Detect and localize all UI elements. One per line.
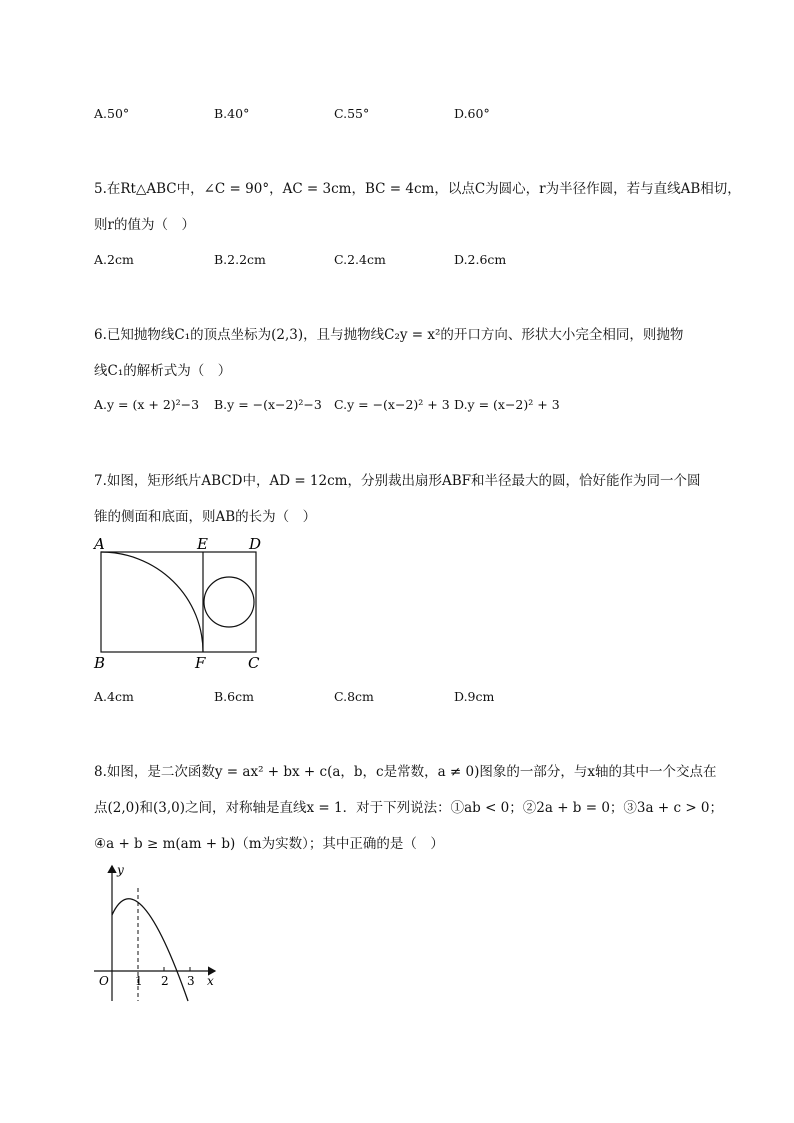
q7-option-b[interactable]: B.6cm [214, 689, 254, 704]
sector-arc-abf [101, 552, 203, 652]
q6-option-c[interactable]: C.y = −(x−2)² + 3 [334, 397, 450, 412]
inscribed-circle [204, 577, 254, 627]
q6-option-b[interactable]: B.y = −(x−2)²−3 [214, 397, 322, 412]
q8-stem-line1: 8.如图，是二次函数y = ax² + bx + c(a，b，c是常数，a ≠ 0)图象的一部分，与x轴的其中一个交点在 [94, 764, 717, 780]
q8-parabola-figure [90, 858, 230, 1008]
label-o: O [99, 974, 109, 988]
q7-option-d[interactable]: D.9cm [454, 689, 495, 704]
label-x: x [207, 974, 214, 988]
q6-option-d[interactable]: D.y = (x−2)² + 3 [454, 397, 560, 412]
q4-option-b[interactable]: B.40° [214, 106, 250, 121]
q6-stem-line2: 线C₁的解析式为（ ） [94, 363, 232, 379]
label-d: D [249, 535, 262, 553]
q7-rectangle-figure [90, 530, 280, 675]
label-a: A [94, 535, 105, 553]
q4-option-a[interactable]: A.50° [94, 106, 130, 121]
q5-option-a[interactable]: A.2cm [94, 252, 134, 267]
q7-stem-line2: 锥的侧面和底面，则AB的长为（ ） [94, 509, 317, 525]
q5-option-d[interactable]: D.2.6cm [454, 252, 507, 267]
q7-options [94, 689, 574, 704]
label-2: 2 [161, 974, 169, 988]
q6-options [94, 397, 574, 412]
label-y: y [117, 863, 124, 877]
q4-option-c[interactable]: C.55° [334, 106, 370, 121]
q8-stem-line2: 点(2,0)和(3,0)之间，对称轴是直线x = 1．对于下列说法：①ab < 0；②2a + b = 0；③3a + c > 0； [94, 800, 724, 816]
q4-option-d[interactable]: D.60° [454, 106, 490, 121]
parabola-curve [112, 899, 188, 1001]
label-1: 1 [135, 974, 143, 988]
q6-option-a[interactable]: A.y = (x + 2)²−3 [94, 397, 200, 412]
q5-options [94, 252, 574, 267]
q4-options [94, 106, 574, 121]
label-f: F [195, 654, 206, 672]
label-3: 3 [187, 974, 195, 988]
label-c: C [248, 654, 260, 672]
q7-option-a[interactable]: A.4cm [94, 689, 134, 704]
q8-stem-line3: ④a + b ≥ m(am + b)（m为实数）；其中正确的是（ ） [94, 836, 444, 852]
rectangle-abcd [101, 552, 256, 652]
q5-option-b[interactable]: B.2.2cm [214, 252, 266, 267]
q6-stem-line1: 6.已知抛物线C₁的顶点坐标为(2,3)，且与抛物线C₂y = x²的开口方向、形状大小完全相同，则抛物 [94, 327, 684, 343]
q5-stem-line2: 则r的值为（ ） [94, 217, 195, 233]
q7-stem-line1: 7.如图，矩形纸片ABCD中，AD = 12cm，分别裁出扇形ABF和半径最大的圆，恰好能作为同一个圆 [94, 473, 701, 489]
q7-option-c[interactable]: C.8cm [334, 689, 374, 704]
label-e: E [197, 535, 208, 553]
q5-option-c[interactable]: C.2.4cm [334, 252, 386, 267]
q5-stem-line1: 5.在Rt△ABC中，∠C = 90°，AC = 3cm，BC = 4cm，以点C为圆心，r为半径作圆，若与直线AB相切， [94, 181, 741, 197]
label-b: B [94, 654, 106, 672]
